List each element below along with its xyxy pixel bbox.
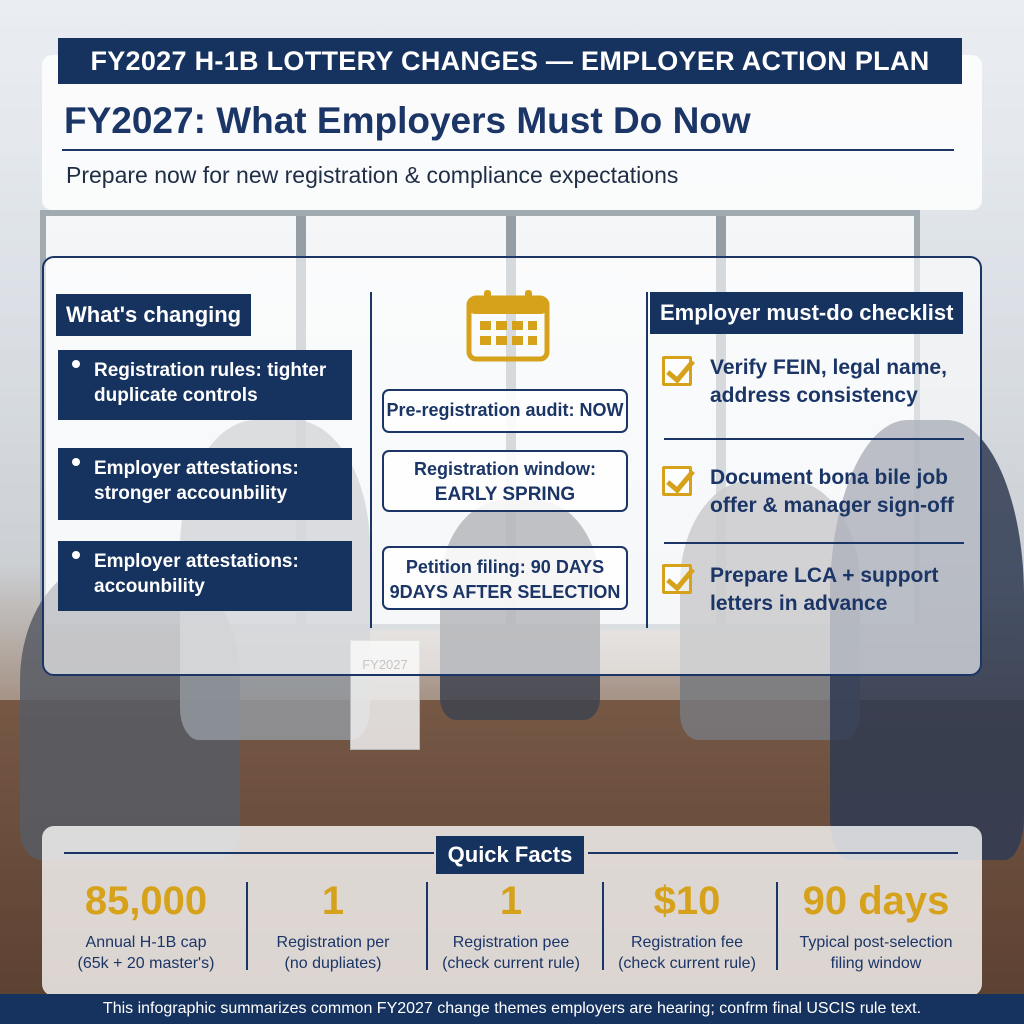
- change-item: [58, 448, 352, 520]
- fact-divider: [602, 882, 604, 970]
- fact-label: (check current rule): [442, 955, 580, 972]
- checklist-item-text: Verify FEIN, legal name, address consistency: [710, 356, 947, 407]
- timeline-item: [382, 389, 628, 433]
- calendar-icon: [466, 288, 550, 362]
- page-title: FY2027: What Employers Must Do Now: [64, 100, 751, 141]
- fact-value: 1: [321, 879, 345, 923]
- timeline-item-text: Petition filing: 90 DAYS: [405, 557, 605, 577]
- checklist-item: [662, 354, 982, 414]
- timeline-item: [382, 546, 628, 610]
- footer-disclaimer: This infographic summarizes common FY2027 change themes employers are hearing; confrm final USCIS rule text.: [0, 994, 1024, 1024]
- change-item: [58, 541, 352, 611]
- checkbox-checked-icon: [662, 564, 692, 594]
- fact-item: [782, 878, 970, 974]
- fact-divider: [426, 882, 428, 970]
- whats-changing-heading: What's changing: [56, 294, 251, 336]
- top-banner: FY2027 H-1B LOTTERY CHANGES — EMPLOYER ACTION PLAN: [58, 38, 962, 84]
- change-item-text: Registration rules: tighter duplicate controls: [94, 360, 327, 406]
- fact-label: filing window: [830, 955, 922, 972]
- fact-value: $10: [653, 879, 721, 923]
- quick-facts-heading: Quick Facts: [436, 836, 584, 874]
- quick-facts-rule: [588, 852, 958, 854]
- page-subtitle: Prepare now for new registration & compliance expectations: [66, 162, 679, 188]
- fact-divider: [776, 882, 778, 970]
- fact-label: Registration fee: [630, 934, 744, 951]
- timeline-item-text: Registration window:: [414, 459, 596, 479]
- timeline-item-text: Pre-registration audit: NOW: [386, 400, 624, 420]
- fact-label: (check current rule): [618, 955, 756, 972]
- fact-label: (no dupliates): [284, 955, 382, 972]
- change-item-text: Employer attestations: accounbility: [94, 551, 299, 597]
- checklist-item-text: Prepare LCA + support letters in advance: [710, 564, 939, 615]
- bullet-icon: [72, 360, 80, 368]
- checklist-divider: [664, 438, 964, 440]
- fact-label: Registration per: [276, 934, 390, 951]
- title-divider: [62, 149, 954, 151]
- change-item: [58, 350, 352, 420]
- fact-item: [432, 878, 590, 974]
- fact-item: [254, 878, 412, 974]
- quick-facts-rule: [64, 852, 434, 854]
- fact-value: 85,000: [84, 879, 208, 923]
- column-divider: [646, 292, 648, 628]
- checklist-heading: Employer must-do checklist: [650, 292, 963, 334]
- checklist-item: [662, 464, 982, 524]
- change-item-text: Employer attestations: stronger accounbility: [94, 458, 299, 504]
- fact-label: Registration pee: [452, 934, 570, 951]
- checklist-item-text: Document bona bile job offer & manager sign-off: [710, 466, 954, 517]
- checklist-item: [662, 562, 982, 622]
- bullet-icon: [72, 458, 80, 466]
- fact-divider: [246, 882, 248, 970]
- fact-item: [608, 878, 766, 974]
- timeline-item-highlight: 9DAYS AFTER SELECTION: [389, 582, 621, 602]
- timeline-item-highlight: EARLY SPRING: [434, 484, 576, 505]
- checkbox-checked-icon: [662, 466, 692, 496]
- fact-value: 1: [499, 879, 523, 923]
- fact-value: 90 days: [802, 879, 950, 923]
- fact-label: (65k + 20 master's): [77, 955, 215, 972]
- fact-label: Annual H-1B cap: [85, 934, 207, 951]
- fact-label: Typical post-selection: [799, 934, 953, 951]
- fact-item: [52, 878, 240, 974]
- column-divider: [370, 292, 372, 628]
- checklist-divider: [664, 542, 964, 544]
- checkbox-checked-icon: [662, 356, 692, 386]
- timeline-item: [382, 450, 628, 512]
- bullet-icon: [72, 551, 80, 559]
